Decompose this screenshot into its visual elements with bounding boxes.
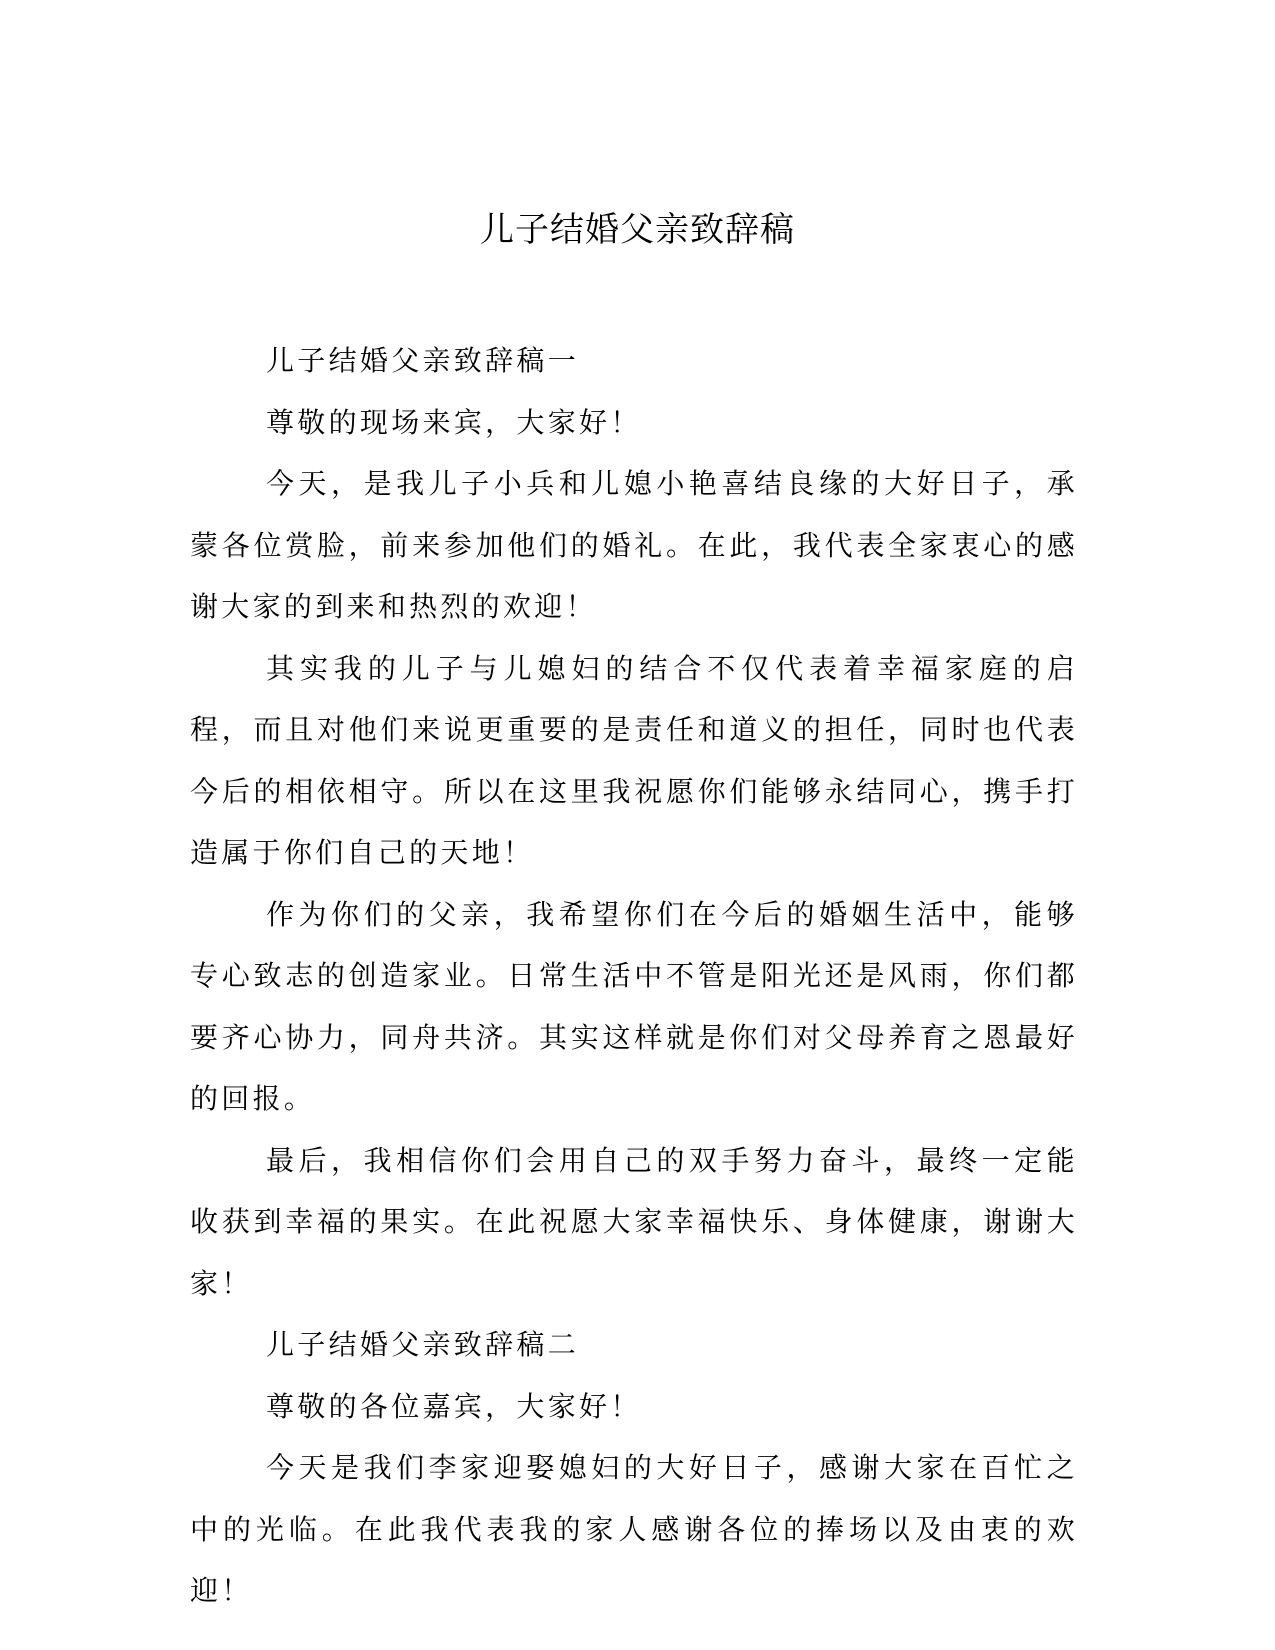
document-body [190,330,1078,1622]
section-heading-1: 儿子结婚父亲致辞稿一 [266,344,580,377]
body-paragraph: 今天，是我儿子小兵和儿媳小艳喜结良缘的大好日子，承蒙各位赏脸，前来参加他们的婚礼。在此，我代表全家衷心的感谢大家的到来和热烈的欢迎！ [190,467,1078,623]
greeting-1: 尊敬的现场来宾，大家好！ [266,405,642,439]
body-paragraph: 作为你们的父亲，我希望你们在今后的婚姻生活中，能够专心致志的创造家业。日常生活中不管是阳光还是风雨，你们都要齐心协力，同舟共济。其实这样就是你们对父母养育之恩最好的回报。 [190,897,1078,1115]
body-paragraph: 其实我的儿子与儿媳妇的结合不仅代表着幸福家庭的启程，而且对他们来说更重要的是责任和道义的担任，同时也代表今后的相依相守。所以在这里我祝愿你们能够永结同心，携手打造属于你们自己的天地！ [190,651,1078,869]
body-paragraph: 最后，我相信你们会用自己的双手努力奋斗，最终一定能收获到幸福的果实。在此祝愿大家幸福快乐、身体健康，谢谢大家！ [190,1143,1078,1300]
section-heading-2: 儿子结婚父亲致辞稿二 [266,1328,580,1361]
greeting-2: 尊敬的各位嘉宾，大家好！ [266,1389,642,1423]
document-title: 儿子结婚父亲致辞稿 [480,210,795,250]
body-paragraph: 今天是我们李家迎娶媳妇的大好日子，感谢大家在百忙之中的光临。在此我代表我的家人感谢各位的捧场以及由衷的欢迎！ [190,1451,1078,1607]
